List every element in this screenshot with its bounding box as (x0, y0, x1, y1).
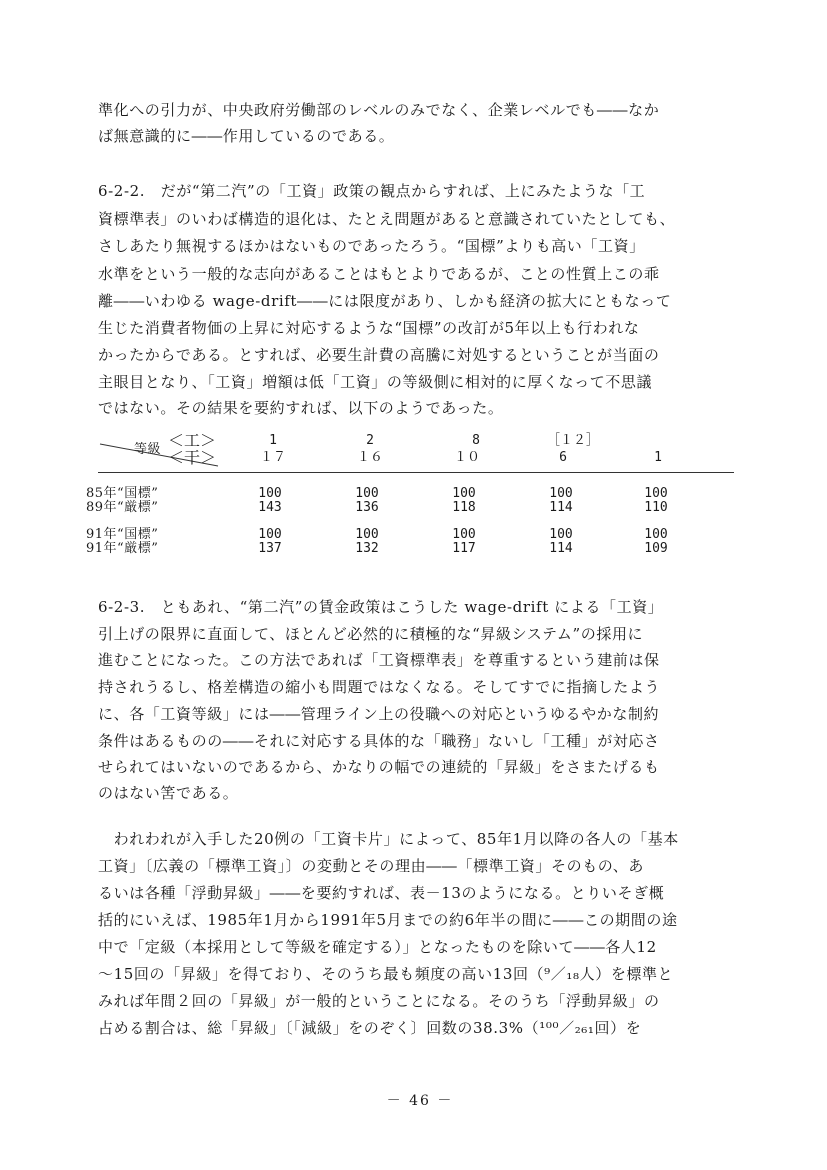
text-line: 進むことになった。この方法であれば「工資標準表」を尊重するという建前は保 (98, 651, 660, 669)
page-number: － 46 － (386, 1093, 454, 1109)
table-cell: 137 (258, 541, 282, 556)
table-cell: 100 (549, 527, 573, 542)
table-row-label: 91年“厳標” (86, 541, 159, 556)
table-cell: 100 (549, 486, 573, 501)
gong-value: ［１２］ (546, 433, 599, 448)
text-line: 条件はあるものの――それに対応する具体的な「職務」ないし「工種」が対応さ (98, 732, 660, 750)
table-cell: 132 (355, 541, 379, 556)
gong-value: 1 (269, 433, 277, 448)
table-rule (98, 472, 734, 473)
gong-value: 2 (366, 433, 374, 448)
table-row-label: 85年“国標” (86, 486, 159, 501)
table-cell: 118 (452, 500, 476, 515)
text-line: さしあたり無視するほかはないものであったろう。“国標”よりも高い「工資」 (98, 237, 645, 255)
text-line: せられてはいないのであるから、かなりの幅での連続的「昇級」をさまたげるも (98, 758, 660, 776)
text-line: 括的にいえば、1985年1月から1991年5月までの約6年半の間に――この期間の途 (98, 911, 678, 929)
gan-value: １０ (453, 450, 480, 465)
text-line: 準化への引力が、中央政府労働部のレベルのみでなく、企業レベルでも――なか (98, 101, 660, 119)
table-cell: 117 (452, 541, 476, 556)
gan-value: １６ (356, 450, 383, 465)
text-line: ば無意識的に――作用しているのである。 (98, 127, 395, 145)
text-line: 水準をという一般的な志向があることはもとよりであるが、ことの性質上この乖 (98, 265, 660, 283)
text-line: のはない筈である。 (98, 784, 239, 802)
header-gan: ＜干＞ (168, 448, 217, 467)
text-line: 引上げの限界に直面して、ほとんど必然的に積極的な“昇級システム”の採用に (98, 625, 644, 643)
table-corner-label: 等級 (134, 442, 162, 457)
table-cell: 100 (258, 527, 282, 542)
gan-value: 1 (654, 450, 662, 465)
table-cell: 114 (549, 541, 573, 556)
text-line: 持されうるし、格差構造の縮小も問題ではなくなる。そしてすでに指摘したよう (98, 678, 661, 696)
table-cell: 100 (644, 486, 668, 501)
text-line: われわれが入手した20例の「工資卡片」によって、85年1月以降の各人の「基本 (98, 830, 679, 848)
text-line: 6-2-2. だが“第二汽”の「工資」政策の観点からすれば、上にみたような「工 (98, 182, 646, 200)
text-line: ではない。その結果を要約すれば、以下のようであった。 (98, 399, 504, 417)
text-line: 主眼目となり、「工資」増額は低「工資」の等級側に相対的に厚くなって不思議 (98, 373, 653, 391)
gong-value: 8 (472, 433, 480, 448)
text-line: 工資」〔広義の「標準工資」〕の変動とその理由――「標準工資」そのもの、あ (98, 857, 645, 875)
table-cell: 109 (644, 541, 668, 556)
table-cell: 100 (452, 527, 476, 542)
text-line: 生じた消費者物価の上昇に対応するような“国標”の改訂が5年以上も行われな (98, 319, 640, 337)
gan-value: １７ (259, 450, 286, 465)
text-line: に、各「工資等級」には――管理ライン上の役職への対応というゆるやかな制約 (98, 705, 660, 723)
text-line: みれば年間２回の「昇級」が一般的ということになる。そのうち「浮動昇級」の (98, 992, 660, 1010)
gan-value: 6 (559, 450, 567, 465)
table-cell: 100 (258, 486, 282, 501)
table-cell: 100 (355, 486, 379, 501)
table-cell: 143 (258, 500, 282, 515)
text-line: かったからである。とすれば、必要生計費の高騰に対処するということが当面の (98, 346, 660, 364)
text-line: 資標準表」のいわば構造的退化は、たとえ問題があると意識されていたとしても、 (98, 210, 676, 228)
text-line: 中で「定級（本採用として等級を確定する）」となったものを除いて――各人12 (98, 938, 657, 956)
text-line: ～15回の「昇級」を得ており、そのうち最も頻度の高い13回（⁹／₁₈人）を標準と (98, 965, 674, 983)
table-row-label: 91年“国標” (86, 527, 159, 542)
table-cell: 100 (452, 486, 476, 501)
table-cell: 100 (355, 527, 379, 542)
header-gong: ＜工＞ (168, 431, 217, 450)
table-cell: 136 (355, 500, 379, 515)
text-line: 離――いわゆる wage-drift――には限度があり、しかも経済の拡大にともなって (98, 292, 672, 310)
table-cell: 114 (549, 500, 573, 515)
text-line: 占める割合は、総「昇級」〔「減級」をのぞく〕回数の38.3%（¹⁰⁰／₂₆₁回）を (98, 1019, 642, 1037)
text-line: るいは各種「浮動昇級」――を要約すれば、表－13のようになる。とりいそぎ概 (98, 884, 665, 902)
table-cell: 110 (644, 500, 668, 515)
text-line: 6-2-3. ともあれ、“第二汽”の賃金政策はこうした wage-drift による「工資」 (98, 598, 664, 616)
table-row-label: 89年“厳標” (86, 500, 159, 515)
table-cell: 100 (644, 527, 668, 542)
